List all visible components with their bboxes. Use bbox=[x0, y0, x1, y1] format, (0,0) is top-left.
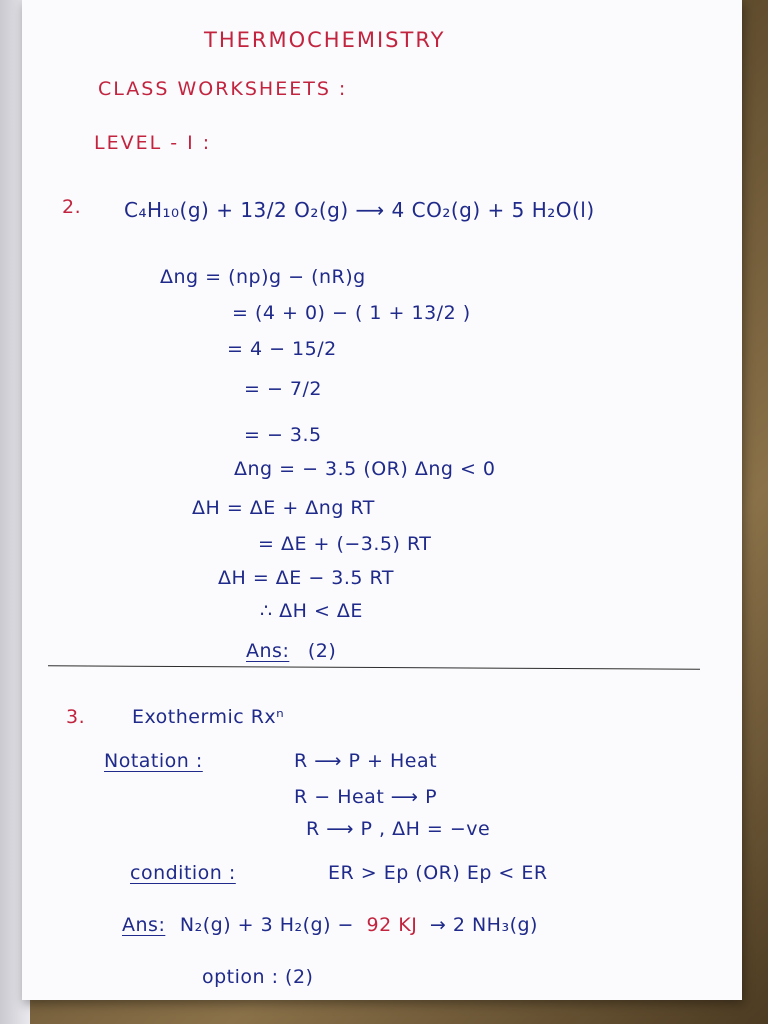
q2-line-1: Δng = (np)g − (nR)g bbox=[160, 266, 366, 288]
q3-answer-eq-part2: → 2 NH₃(g) bbox=[429, 914, 538, 936]
q2-line-7: ΔH = ΔE + Δng RT bbox=[192, 497, 375, 519]
q2-answer-value: (2) bbox=[307, 640, 337, 662]
q3-heading: Exothermic Rxⁿ bbox=[132, 706, 285, 728]
q2-line-10: ∴ ΔH < ΔE bbox=[260, 600, 363, 622]
q3-answer-label: Ans: bbox=[122, 914, 166, 936]
q3-number: 3. bbox=[66, 706, 86, 728]
q2-line-5: = − 3.5 bbox=[244, 424, 322, 446]
page-title: THERMOCHEMISTRY bbox=[204, 28, 446, 52]
q2-answer bbox=[246, 640, 336, 662]
q2-line-2: = (4 + 0) − ( 1 + 13/2 ) bbox=[232, 302, 471, 324]
q2-line-4: = − 7/2 bbox=[244, 378, 322, 400]
q3-notation-1: R ⟶ P + Heat bbox=[294, 750, 438, 772]
q3-notation-3: R ⟶ P , ΔH = −ve bbox=[306, 818, 491, 840]
level-heading: LEVEL - I : bbox=[94, 132, 212, 154]
q2-line-9: ΔH = ΔE − 3.5 RT bbox=[218, 567, 394, 589]
q3-option: option : (2) bbox=[202, 966, 314, 988]
q2-line-6: Δng = − 3.5 (OR) Δng < 0 bbox=[234, 458, 496, 480]
q3-answer-eq-part1: N₂(g) + 3 H₂(g) − bbox=[179, 914, 354, 936]
q2-line-3: = 4 − 15/2 bbox=[227, 338, 337, 360]
section-divider bbox=[48, 665, 700, 669]
q2-equation: C₄H₁₀(g) + 13/2 O₂(g) ⟶ 4 CO₂(g) + 5 H₂O(l) bbox=[124, 198, 595, 222]
q3-answer bbox=[122, 914, 538, 936]
notebook-page bbox=[22, 0, 742, 1000]
q3-notation-label: Notation : bbox=[104, 750, 203, 772]
section-subtitle: CLASS WORKSHEETS : bbox=[98, 78, 348, 100]
q3-condition-text: ER > Ep (OR) Ep < ER bbox=[328, 862, 548, 884]
q2-answer-label: Ans: bbox=[246, 640, 290, 662]
q2-number: 2. bbox=[62, 196, 82, 218]
q3-answer-enthalpy: 92 KJ bbox=[366, 914, 418, 936]
q2-line-8: = ΔE + (−3.5) RT bbox=[258, 533, 432, 555]
q3-condition-label: condition : bbox=[130, 862, 236, 884]
q3-notation-2: R − Heat ⟶ P bbox=[294, 786, 438, 808]
